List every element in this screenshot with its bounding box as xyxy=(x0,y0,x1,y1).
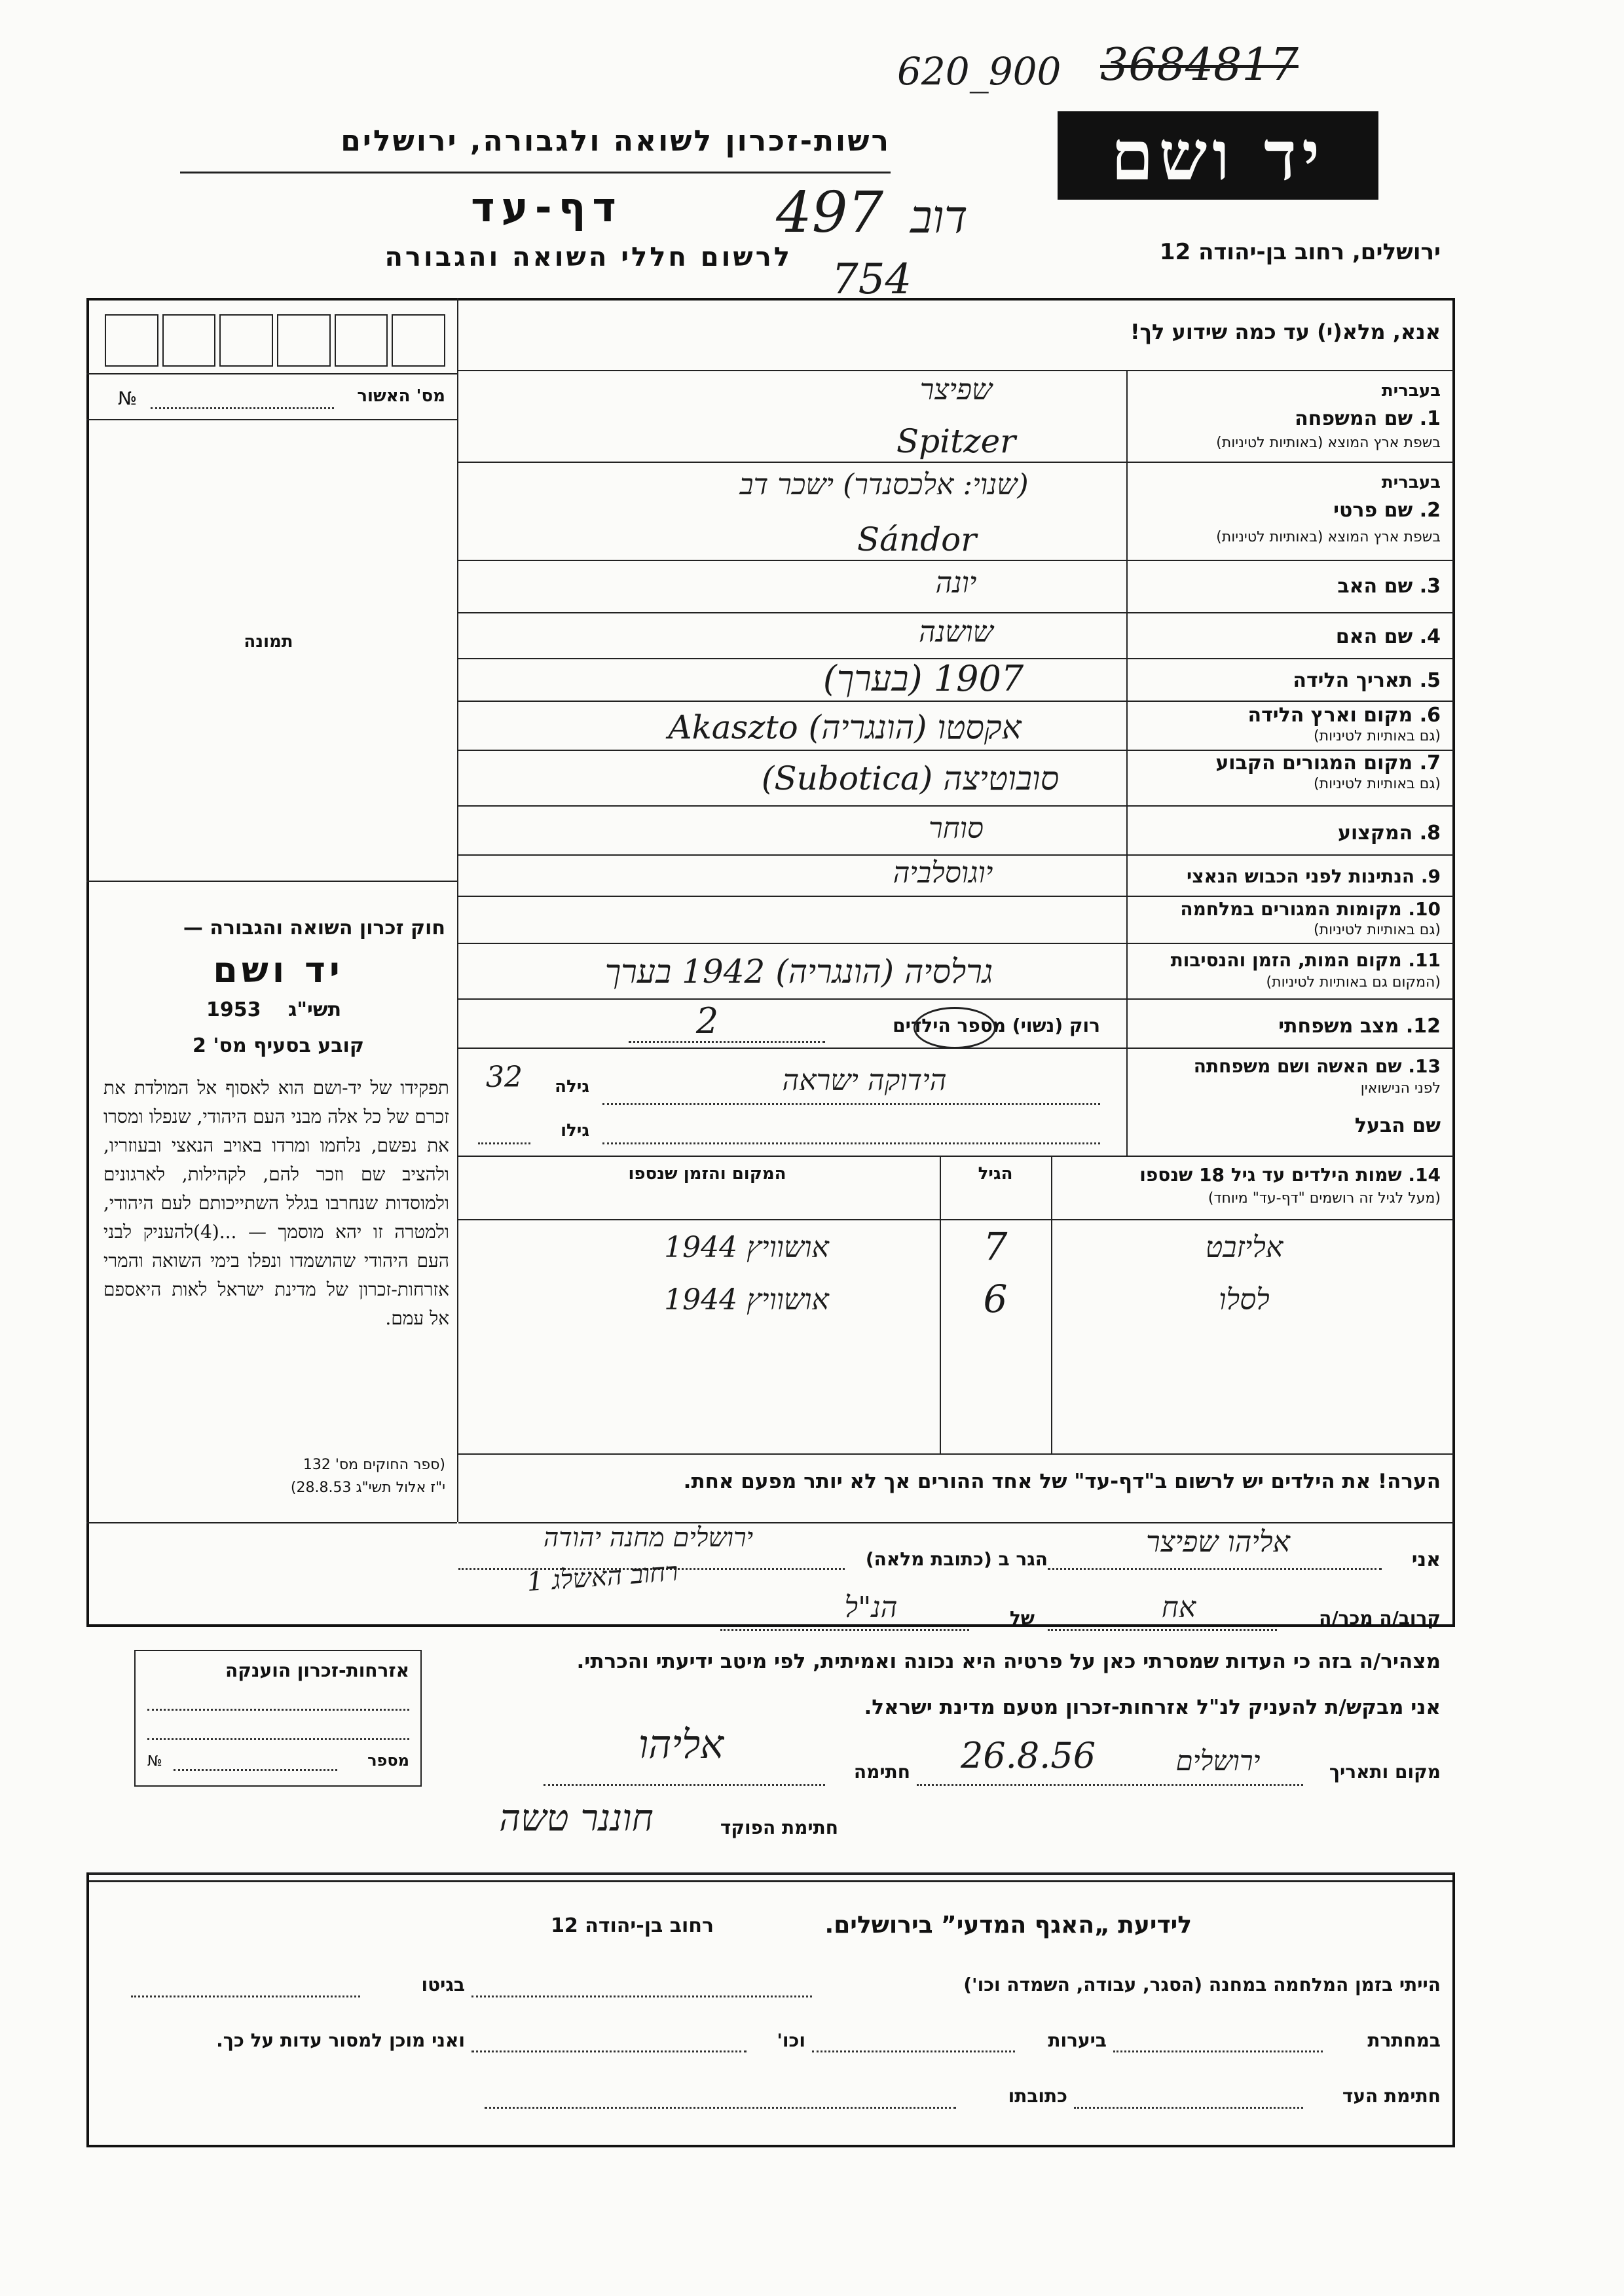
wife-name[interactable]: הידוקה ישראה xyxy=(782,1064,947,1097)
field-6-sub: (גם באותיות לטיניות) xyxy=(1314,728,1441,744)
left-column-divider xyxy=(457,298,458,1522)
code-boxes xyxy=(105,314,445,367)
of-line xyxy=(720,1629,969,1631)
occupation[interactable]: סוחר xyxy=(929,812,984,845)
wife-age[interactable]: 32 xyxy=(486,1061,523,1094)
field-10-label xyxy=(1133,898,1441,920)
signature-label: חתימה xyxy=(853,1761,910,1783)
field-8-bottom xyxy=(458,854,1454,856)
instruction-row-bottom xyxy=(458,370,1454,371)
photo-top xyxy=(86,419,457,420)
field-2-name: שם פרטי xyxy=(1333,499,1413,522)
officer-signature-label: חתימת הפוקד xyxy=(720,1817,838,1838)
husband-age-label: גילו xyxy=(561,1121,589,1140)
child-1-age[interactable]: 7 xyxy=(983,1224,1008,1269)
citizenship-number-field[interactable] xyxy=(174,1769,337,1771)
footer-etc-label: וכו' xyxy=(777,2030,805,2051)
org-line: רשות-זכרון לשואה ולגבורה, ירושלים xyxy=(341,124,891,158)
wife-age-label: גילה xyxy=(555,1077,589,1097)
husband-label: שם הבעל xyxy=(1354,1114,1441,1137)
birth-date[interactable]: 1907 (בערך) xyxy=(822,658,1024,699)
declaration-place[interactable]: ירושלים xyxy=(1175,1745,1261,1777)
certificate-number-field[interactable] xyxy=(151,407,334,409)
field-6-label xyxy=(1153,704,1441,727)
footer-title: לידיעת „האגף המדעי” בירושלים. xyxy=(824,1912,1192,1939)
place-date-label: מקום ותאריך xyxy=(1329,1761,1441,1783)
family-name-latin[interactable]: Spitzer xyxy=(896,422,1016,460)
law-year-hebrew: תשי"ג xyxy=(288,998,342,1021)
declarant-name-line xyxy=(1048,1568,1382,1570)
relation-label: קרוב/ה מכר/ה xyxy=(1319,1607,1441,1629)
footer-forests-label: ביערות xyxy=(1048,2030,1107,2051)
law-clause: קובע בסעיף מס' 2 xyxy=(193,1034,364,1057)
yad-vashem-logo xyxy=(1058,111,1378,200)
handwritten-file-number: 497 xyxy=(776,180,884,246)
law-source: (ספר החוקים מס' 132 xyxy=(303,1457,445,1473)
declarant-address[interactable]: ירושלים מחנה יהודה xyxy=(543,1523,754,1553)
law-source-date: י"ז אלול תשי"ג 28.8.53) xyxy=(290,1480,445,1496)
certificate-prefix: № xyxy=(118,388,138,409)
citizenship-box-number-label: מספר xyxy=(367,1751,409,1770)
declaration-date[interactable]: 26.8.56 xyxy=(960,1735,1096,1776)
field-11-num: 11. xyxy=(1408,949,1441,971)
married-circle-mark xyxy=(913,1007,996,1049)
child-2-place[interactable]: אושוויץ 1944 xyxy=(664,1283,829,1317)
code-box[interactable] xyxy=(392,314,445,367)
children-table-bottom xyxy=(458,1453,1454,1455)
code-box[interactable] xyxy=(277,314,331,367)
wife-name-line xyxy=(602,1103,1100,1105)
field-6-bottom xyxy=(458,750,1454,751)
citizenship-request: אני מבקש/ת להעניק לנ"ל אזרחות-זכרון מטעם מדינת ישראל. xyxy=(864,1696,1441,1719)
father-name[interactable]: יונה xyxy=(935,566,977,600)
citizenship-box-title: אזרחות-זכרון הוענקה xyxy=(225,1660,409,1681)
child-2-name[interactable]: לסלו xyxy=(1219,1283,1270,1317)
place-date-line xyxy=(917,1784,1303,1786)
field-13-num: 13. xyxy=(1408,1055,1441,1077)
relation-value[interactable]: אח xyxy=(1161,1591,1196,1624)
husband-name-line[interactable] xyxy=(602,1142,1100,1144)
field-7-num: 7. xyxy=(1419,752,1441,774)
field-5-name: תאריך הלידה xyxy=(1293,669,1413,692)
children-col-divider-1 xyxy=(1051,1156,1052,1453)
field-7-sub: (גם באותיות לטיניות) xyxy=(1314,776,1441,792)
declarant-ani: אני xyxy=(1411,1548,1441,1571)
field-3-bottom xyxy=(458,612,1454,613)
of-value[interactable]: הנ"ל xyxy=(844,1591,898,1624)
field-6-num: 6. xyxy=(1419,704,1441,727)
children-header-bottom xyxy=(458,1219,1454,1220)
field-8-label xyxy=(1153,822,1441,845)
field-12-bottom xyxy=(458,1048,1454,1049)
children-col-divider-2 xyxy=(940,1156,941,1453)
code-row-bottom xyxy=(86,373,457,374)
declaration-statement: מצהיר/ה בזה כי העדות שמסרתי כאן על פרטיה היא נכונה ואמיתית, לפי מיטב ידיעתי והכרתי. xyxy=(576,1650,1441,1673)
field-5-num: 5. xyxy=(1419,669,1441,692)
given-name-hebrew[interactable]: (שנוי: אלכסנדר) ישכר דב xyxy=(739,468,1029,501)
citizenship-box-prefix: № xyxy=(147,1753,162,1770)
permanent-residence[interactable]: (Subotica) סובוטיצה xyxy=(761,759,1060,797)
field-7-label xyxy=(1153,752,1441,774)
field-7-bottom xyxy=(458,805,1454,807)
field-9-num: 9. xyxy=(1420,866,1441,887)
citizenship-box-line-2[interactable] xyxy=(147,1738,409,1740)
declarant-residing-label: הגר ב (כתובת מלאה) xyxy=(865,1548,1048,1570)
handwritten-crossed-number: 3684817 xyxy=(1100,39,1299,91)
field-11-name: מקום המות, הזמן והנסיבות xyxy=(1170,949,1402,971)
footer-ghetto-label: בגיטו xyxy=(421,1974,465,1995)
field-1-bottom xyxy=(458,462,1454,463)
field-10-sub: (גם באותיות לטיניות) xyxy=(1314,922,1441,938)
footer-address: רחוב בן-יהודה 12 xyxy=(551,1914,714,1937)
field-9-bottom xyxy=(458,896,1454,897)
citizenship-box-line-1[interactable] xyxy=(147,1709,409,1711)
field-12-num: 12. xyxy=(1405,1015,1441,1038)
field-4-label xyxy=(1153,625,1441,648)
family-name-hebrew[interactable]: שפיצר xyxy=(919,373,993,407)
child-2-age[interactable]: 6 xyxy=(983,1277,1008,1321)
field-5-label xyxy=(1153,669,1441,692)
address: ירושלים, רחוב בן-יהודה 12 xyxy=(1159,239,1441,265)
code-box[interactable] xyxy=(219,314,273,367)
children-col-age: הגיל xyxy=(978,1164,1013,1184)
children-col-place: המקום והזמן שנספו xyxy=(628,1164,786,1184)
law-body: תפקידו של יד-ושם הוא לאסוף אל המולדת את זכרם של כל אלה מבני העם היהודי, שנפלו ומסרו את נפשם, נלחמו ומרדו באויב הנאצי ובעוזריו, ולהציב שם וזכר להם, לקהילות, לארגונים ולמוסדות שנחרבו בגלל השתייכותם לעם היהודי, ולמטרה זו יהא מוסמך — ...(4)להעניק לבני העם היהודי שהושמדו ונפלו בימי השואה והמרי אזרחות-זכרון של מדינת ישראל לאות היאספם אל עמם. xyxy=(103,1077,449,1329)
org-underline xyxy=(180,172,891,173)
husband-age-line[interactable] xyxy=(478,1142,530,1144)
field-1-lang-hebrew: בעברית xyxy=(1381,381,1441,401)
field-10-bottom xyxy=(458,943,1454,944)
field-5-bottom xyxy=(458,701,1454,702)
field-1-num: 1. xyxy=(1419,407,1441,430)
logo-text: יד ושם xyxy=(1111,115,1325,196)
footer-underground-label: במחתרת xyxy=(1367,2030,1441,2051)
photo-bottom xyxy=(86,881,457,882)
marital-status-options[interactable]: רוק (נשוי) מספר הילדים xyxy=(893,1015,1100,1036)
field-13-bottom xyxy=(458,1156,1454,1157)
field-1-lang-latin: בשפת ארץ המוצא (באותיות לטיניות) xyxy=(1216,435,1441,451)
field-8-num: 8. xyxy=(1419,822,1441,845)
field-2-lang-latin: בשפת ארץ המוצא (באותיות לטיניות) xyxy=(1216,529,1441,545)
field-10-name: מקומות המגורים במלחמה xyxy=(1180,898,1402,920)
field-2-lang-hebrew: בעברית xyxy=(1381,473,1441,492)
code-box[interactable] xyxy=(105,314,158,367)
field-1-label xyxy=(1153,407,1441,430)
children-count[interactable]: 2 xyxy=(695,1000,719,1042)
of-label: של xyxy=(1009,1607,1035,1629)
birth-place[interactable]: Akaszto (הונגריה) אקסטו xyxy=(668,708,1022,746)
given-name-latin[interactable]: Sándor xyxy=(857,520,977,558)
declarant-name[interactable]: אליהו שפיצר xyxy=(1146,1525,1290,1559)
mother-name[interactable]: שושנה xyxy=(919,615,993,649)
field-4-name: שם האם xyxy=(1335,625,1413,648)
field-2-bottom xyxy=(458,560,1454,561)
signature-line xyxy=(544,1784,825,1786)
form-subtitle: לרשום חללי השואה והגבורה xyxy=(384,242,792,272)
field-6-name: מקום וארץ הלידה xyxy=(1247,704,1413,727)
field-2-num: 2. xyxy=(1419,499,1441,522)
field-7-name: מקום המגורים הקבוע xyxy=(1215,752,1413,774)
field-3-num: 3. xyxy=(1419,575,1441,598)
children-heading: 14. שמות הילדים עד גיל 18 שנספו xyxy=(1139,1164,1441,1186)
field-13-sub: לפני הנישואין xyxy=(1360,1080,1441,1097)
field-13-label xyxy=(1133,1055,1441,1077)
law-title: חוק זכרון השואה והגבורה — xyxy=(183,917,445,939)
field-3-name: שם האב xyxy=(1337,575,1413,598)
children-count-line xyxy=(629,1041,825,1043)
law-name: יד ושם xyxy=(213,949,344,991)
field-9-label xyxy=(1133,866,1441,887)
note-text: הערה! את הילדים יש לרשום ב"דף-עד" של אחד ההורים אך לא יותר מפעם אחת. xyxy=(683,1470,1441,1493)
field-11-bottom xyxy=(458,998,1454,1000)
declarant-signature[interactable]: אליהו xyxy=(638,1722,724,1768)
children-subheading: (מעל לגיל זה רושמים "דף-עד" מיוחד) xyxy=(1208,1190,1441,1207)
nationality[interactable]: יוגוסלביה xyxy=(893,856,993,890)
label-column-divider xyxy=(1126,370,1128,1156)
law-box-bottom xyxy=(86,1522,457,1523)
footer-camp-label: הייתי בזמן המלחמה במחנה (הסגר, עבודה, השמדה וכו') xyxy=(963,1974,1441,1995)
instruction-text: אנא, מלא(י) עד כמה שידוע לך! xyxy=(1130,319,1441,344)
field-13-name: שם האשה ושם משפחתה xyxy=(1193,1055,1402,1077)
field-12-label xyxy=(1153,1015,1441,1038)
child-1-name[interactable]: אליזבט xyxy=(1205,1231,1283,1264)
photo-label: תמונה xyxy=(244,632,293,651)
footer-testimony-label: ואני מוכן למסור עדות על כך. xyxy=(216,2030,465,2051)
field-3-label xyxy=(1153,575,1441,598)
footer-address-label: כתובתו xyxy=(1008,2085,1067,2107)
death-place-date[interactable]: גרלסיה (הונגריה) 1942 בערך xyxy=(604,953,993,991)
field-4-num: 4. xyxy=(1419,625,1441,648)
field-12-name: מצב משפחתי xyxy=(1278,1015,1399,1038)
form-title: דף-עד xyxy=(471,183,623,231)
field-10-num: 10. xyxy=(1408,898,1441,920)
field-11-sub: (המקום גם באותיות לטיניות) xyxy=(1266,974,1441,991)
handwritten-file-letters: דוב xyxy=(910,190,968,244)
footer-frame xyxy=(86,1872,1455,2147)
handwritten-sub-number: 754 xyxy=(832,255,912,304)
field-11-label xyxy=(1133,949,1441,971)
handwritten-reference-number: 620_900 xyxy=(897,49,1061,94)
child-1-place[interactable]: אושוויץ 1944 xyxy=(664,1231,829,1264)
code-box[interactable] xyxy=(335,314,388,367)
law-year-gregorian: 1953 xyxy=(206,998,261,1021)
field-1-name: שם המשפחה xyxy=(1295,407,1413,430)
footer-witness-signature-label: חתימת העד xyxy=(1342,2085,1441,2107)
relation-line xyxy=(1048,1629,1277,1631)
declarant-address-line-2[interactable]: רחוב האשלג 1 xyxy=(526,1556,680,1598)
officer-signature[interactable]: חוננר טשה xyxy=(499,1797,654,1840)
field-9-name: הנתינות לפני הכבוש הנאצי xyxy=(1187,866,1415,887)
field-8-name: המקצוע xyxy=(1337,822,1413,845)
field-2-label xyxy=(1153,499,1441,522)
code-box[interactable] xyxy=(162,314,216,367)
certificate-label: מס' האשור xyxy=(357,386,445,406)
